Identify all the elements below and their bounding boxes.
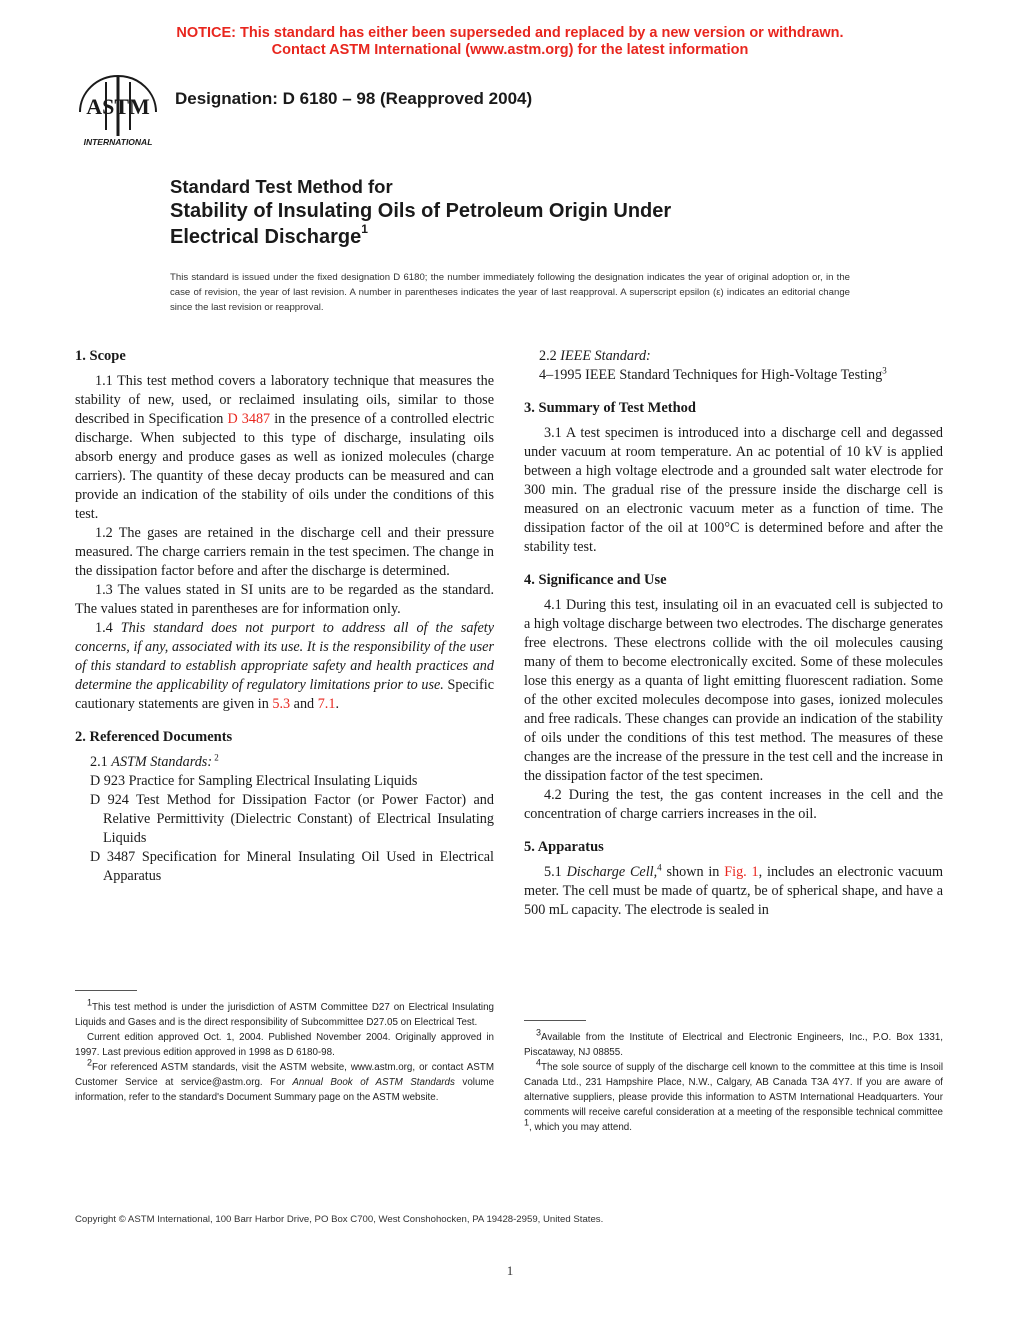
footnote-4: $^4$The sole source of supply of the discharge cell known to the committee at this time is Insoil Canada Ltd., 231 Hampshire Place, N.W., Calgary, AB Canada T3A 4Y7. If you are aware of alternative suppliers, please provide this information to ASTM International Headquarters. Your comments will receive careful consideration at a meeting of the responsible technical committee $^1$, which you may attend.	[524, 1057, 943, 1133]
ieee-reference-item: 4–1995 IEEE Standard Techniques for High-Voltage Testing$^3$	[539, 365, 887, 383]
reference-item: D 3487 Specification for Mineral Insulating Oil Used in Electrical Apparatus	[90, 849, 494, 884]
astm-logo-mark	[76, 74, 160, 148]
title-line-2: Stability of Insulating Oils of Petroleum Origin Under	[170, 200, 672, 222]
left-column	[75, 347, 494, 886]
ieee-standard-label: 2.2 IEEE Standard:	[539, 348, 651, 364]
title-line-1: Standard Test Method for	[170, 176, 393, 197]
link-d3487[interactable]: D 3487	[227, 411, 271, 427]
footnote-rule-left	[75, 990, 137, 991]
logo-letters: ASTM	[86, 94, 150, 119]
footnote-3: $^3$Available from the Institute of Electrical and Electronic Engineers, Inc., P.O. Box 1331, Piscataway, NJ 08855.	[524, 1027, 943, 1058]
section-heading-apparatus: 5. Apparatus	[524, 839, 604, 855]
title-footnote-mark: 1	[361, 222, 368, 237]
logo-label: INTERNATIONAL	[83, 137, 153, 147]
reference-item: D 923 Practice for Sampling Electrical Insulating Liquids	[90, 773, 418, 789]
copyright-line: Copyright © ASTM International, 100 Barr Harbor Drive, PO Box C700, West Conshohocken, PA 19428-2959, United States.	[75, 1214, 604, 1225]
scope-paragraph-1: 1.1 This test method covers a laboratory technique that measures the stability of new, used, or reclaimed insulating oils, similar to those described in Specification D 3487 in the presence of a controlled electric discharge. When subjected to this type of discharge, insulating oils absorb energy and produce gases as well as ionized molecules (charge carriers). The quantity of these decay products can be measured and can provide an indication of the stability of oils under the conditions of this test.	[75, 373, 494, 522]
notice-line-1: NOTICE: This standard has either been superseded and replaced by a new version or withdrawn.	[176, 25, 844, 41]
footnote-rule-right	[524, 1020, 586, 1021]
reference-item: D 924 Test Method for Dissipation Factor (or Power Factor) and Relative Permittivity (Dielectric Constant) of Electrical Insulating Liquids	[90, 792, 494, 846]
footnote-1: $^1$This test method is under the jurisdiction of ASTM Committee D27 on Electrical Insulating Liquids and Gases and is the direct responsibility of Subcommittee D27.05 on Electrical Test.	[75, 997, 494, 1028]
link-figure-1[interactable]: Fig. 1	[724, 864, 759, 880]
summary-paragraph-1: 3.1 A test specimen is introduced into a discharge cell and degassed under vacuum at room temperature. An ac potential of 10 kV is applied between a high voltage electrode and a grounded salt water electrode for 300 min. The gradual rise of the pressure inside the discharge cell is measured on an electronic vacuum meter as a function of time. The dissipation factor of the oil at 100°C is determined before and after the stability test.	[524, 425, 943, 555]
astm-standards-label: 2.1 ASTM Standards: $^2$	[90, 752, 219, 770]
designation: Designation: D 6180 – 98 (Reapproved 2004)	[175, 89, 533, 108]
apparatus-paragraph-1: 5.1 Discharge Cell,$^4$ shown in Fig. 1, includes an electronic vacuum meter. The cell must be made of quartz, be of spherical shape, and have a 500 mL capacity. The electrode is sealed in	[524, 862, 943, 918]
section-heading-significance: 4. Significance and Use	[524, 572, 667, 588]
footnotes-right	[524, 1027, 943, 1135]
page-number: 1	[506, 1263, 514, 1278]
section-heading-scope: 1. Scope	[75, 348, 126, 364]
right-column	[524, 347, 943, 920]
link-section-7-1[interactable]: 7.1	[317, 696, 336, 712]
document-title	[170, 175, 671, 250]
scope-paragraph-4: 1.4 This standard does not purport to address all of the safety concerns, if any, associated with its use. It is the responsibility of the user of this standard to establish appropriate safety and health practices and determine the applicability of regulatory limitations prior to use. Specific cautionary statements are given in 5.3 and 7.1.	[75, 620, 495, 712]
link-section-5-3[interactable]: 5.3	[272, 696, 291, 712]
astm-logo	[76, 74, 160, 148]
notice-line-2: Contact ASTM International (www.astm.org) for the latest information	[271, 42, 749, 58]
footnote-1-edition: Current edition approved Oct. 1, 2004. Published November 2004. Originally approved in 1997. Last previous edition approved in 1998 as D 6180-98.	[75, 1032, 494, 1058]
footnote-2: $^2$For referenced ASTM standards, visit the ASTM website, www.astm.org, or contact ASTM Customer Service at service@astm.org. For Annual Book of ASTM Standards volume information, refer to the standard's Document Summary page on the ASTM website.	[75, 1057, 495, 1103]
section-heading-referenced-documents: 2. Referenced Documents	[75, 729, 233, 745]
significance-paragraph-2: 4.2 During the test, the gas content increases in the cell and the concentration of charge carriers increases in the oil.	[524, 787, 943, 822]
footnotes-left	[75, 997, 495, 1105]
scope-paragraph-2: 1.2 The gases are retained in the discharge cell and their pressure measured. The charge carriers remain in the test specimen. The change in the dissipation factor before and after the discharge is determined.	[75, 525, 494, 579]
scope-paragraph-3: 1.3 The values stated in SI units are to be regarded as the standard. The values stated in parentheses are for information only.	[75, 582, 494, 617]
withdrawal-notice	[0, 25, 1020, 59]
title-line-3: Electrical Discharge$^1$	[170, 222, 368, 248]
significance-paragraph-1: 4.1 During this test, insulating oil in an evacuated cell is subjected to a high voltage discharge between two electrodes. The discharge generates free electrons. These electrons collide with the oil molecules causing many of them to become electronically excited. Some of these molecules lose this energy as a quanta of light emitting fluorescent radiation. Some of the other excited molecules decompose into gases, ionized molecules and free radicals. These changes can provide an indication of the stability of oils under the conditions of this test method. The measures of these changes are the increase of the pressure in the test cell and the increase in the dissipation factor of the test specimen.	[524, 597, 943, 784]
section-heading-summary: 3. Summary of Test Method	[524, 400, 696, 416]
issuance-note: This standard is issued under the fixed designation D 6180; the number immediately following the designation indicates the year of original adoption or, in the case of revision, the year of last revision. A number in parentheses indicates the year of last reapproval. A superscript epsilon (ε) indicates an editorial change since the last revision or reapproval.	[170, 272, 850, 313]
